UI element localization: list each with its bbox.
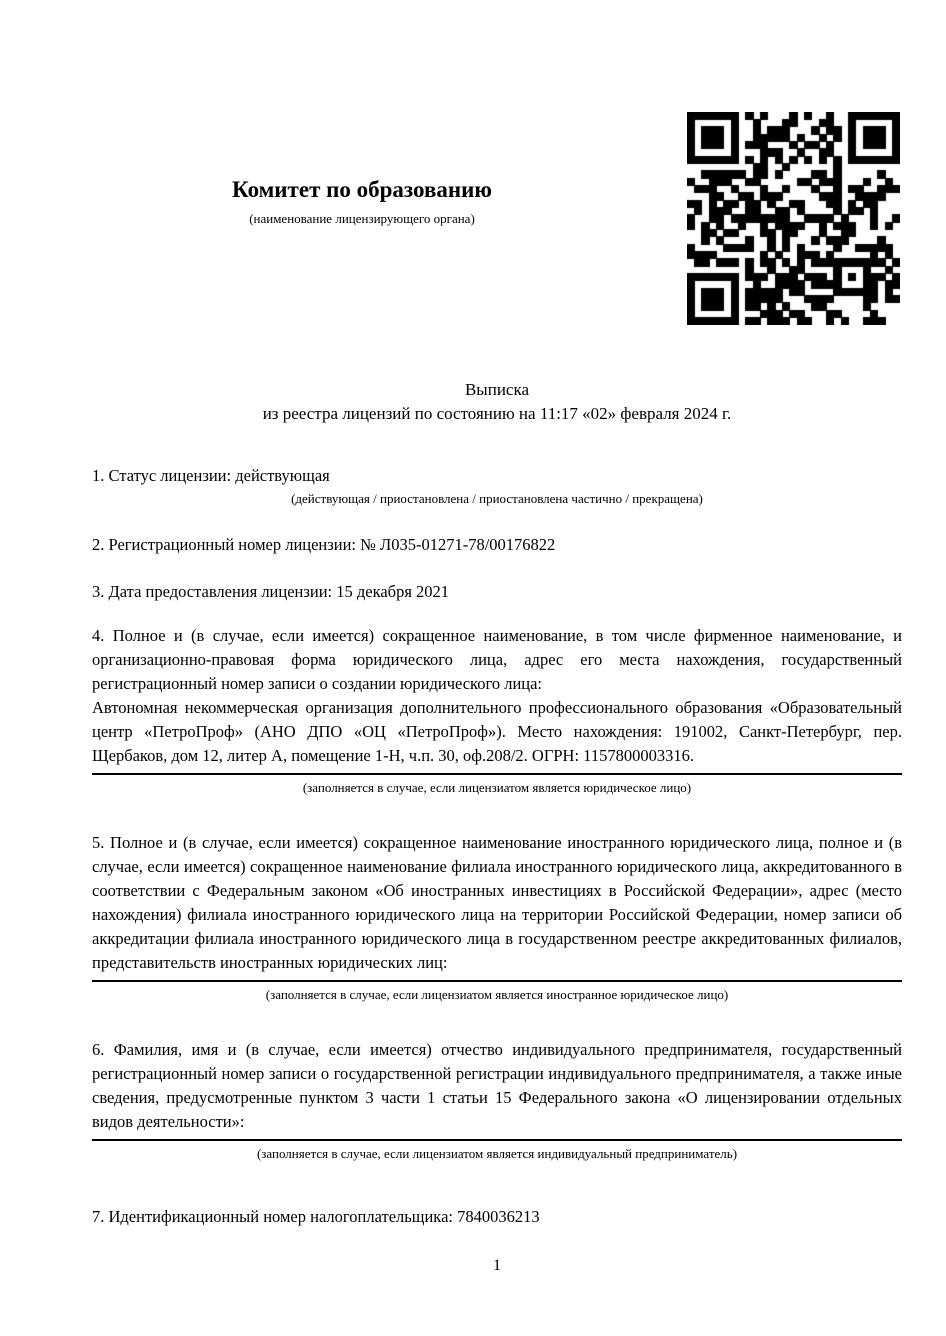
section-3-license-date (92, 580, 902, 604)
section-4-value: Автономная некоммерческая организация дополнительного профессионального образования «Образовательный центр «ПетроПроф» (АНО ДПО «ОЦ «ПетроПроф»). Место нахождения: 191002, Санкт-Петербург, пер. Щербаков, дом 12, литер А, помещение 1-Н, ч.п. 30, оф.208/2. ОГРН: 1157800003316. (92, 698, 902, 765)
section-5-foreign-entity (92, 831, 902, 1004)
section-1-text: 1. Статус лицензии: действующая (92, 466, 330, 485)
section-6-rule (92, 1139, 902, 1141)
section-6-individual-entrepreneur (92, 1038, 902, 1163)
section-5-rule (92, 980, 902, 982)
section-4-text: 4. Полное и (в случае, если имеется) сокращенное наименование, в том числе фирменное наименование, и организационно-правовая форма юридического лица, адрес его места нахождения, государственный регистрационный номер записи о создании юридического лица: (92, 626, 902, 693)
section-7-text: 7. Идентификационный номер налогоплательщика: 7840036213 (92, 1207, 540, 1226)
section-3-text: 3. Дата предоставления лицензии: 15 декабря 2021 (92, 582, 450, 601)
qr-code-icon (687, 112, 900, 325)
section-1-caption: (действующая / приостановлена / приостановлена частично / прекращена) (291, 491, 703, 506)
licensing-authority-caption: (наименование лицензирующего органа) (249, 211, 475, 226)
section-4-caption: (заполняется в случае, если лицензиатом является юридическое лицо) (302, 780, 692, 795)
page-number: 1 (493, 1257, 501, 1274)
section-6-caption: (заполняется в случае, если лицензиатом является индивидуальный предприниматель) (256, 1146, 738, 1161)
licensing-authority-title: Комитет по образованию (232, 177, 492, 202)
section-2-text: 2. Регистрационный номер лицензии: № Л035-01271-78/00176822 (92, 535, 556, 554)
section-5-caption: (заполняется в случае, если лицензиатом является иностранное юридическое лицо) (265, 987, 729, 1002)
section-5-text: 5. Полное и (в случае, если имеется) сокращенное наименование иностранного юридического лица, полное и (в случае, если имеется) сокращенное наименование филиала иностранного юридического лица, аккредитованного в соответствии с Федеральным законом «Об иностранных инвестициях в Российской Федерации», адрес (место нахождения) филиала иностранного юридического лица на территории Российской Федерации, номер записи об аккредитации филиала иностранного юридического лица в государственном реестре аккредитованных филиалов, представительств иностранных юридических лиц: (92, 833, 902, 972)
document-heading (92, 378, 902, 426)
heading-line-1: Выписка (464, 380, 530, 399)
section-7-taxpayer-number (92, 1205, 902, 1229)
heading-line-2: из реестра лицензий по состоянию на 11:17 «02» февраля 2024 г. (262, 404, 732, 423)
section-4-legal-entity (92, 624, 902, 797)
section-1-license-status (92, 464, 902, 508)
licensing-authority-block (92, 176, 632, 227)
section-4-rule (92, 773, 902, 775)
qr-code (687, 112, 900, 325)
section-6-text: 6. Фамилия, имя и (в случае, если имеется) отчество индивидуального предпринимателя, государственный регистрационный номер записи о государственной регистрации индивидуального предпринимателя, а также иные сведения, предусмотренные пунктом 3 части 1 статьи 15 Федерального закона «О лицензировании отдельных видов деятельности»: (92, 1040, 902, 1131)
section-2-registration-number (92, 533, 902, 557)
